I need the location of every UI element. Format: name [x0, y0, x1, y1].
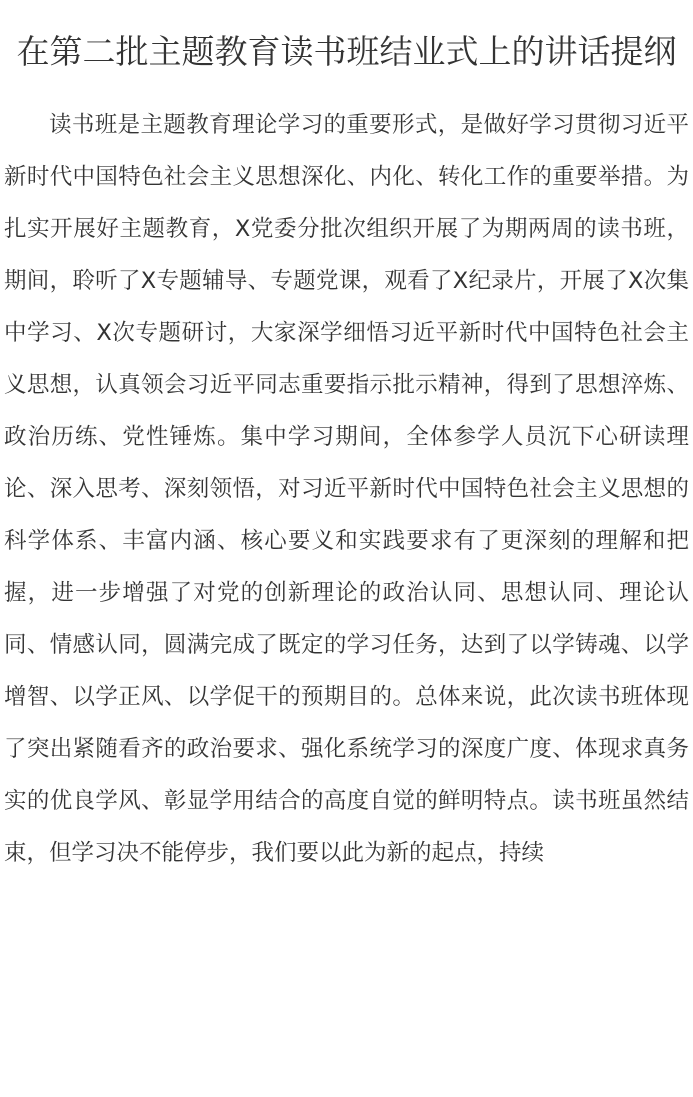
body-paragraph: 读书班是主题教育理论学习的重要形式，是做好学习贯彻习近平新时代中国特色社会主义思想深化、内化、转化工作的重要举措。为扎实开展好主题教育，X党委分批次组织开展了为期两周的读书班，期间，聆听了X专题辅导、专题党课，观看了X纪录片，开展了X次集中学习、X次专题研讨，大家深学细悟习近平新时代中国特色社会主义思想，认真领会习近平同志重要指示批示精神，得到了思想淬炼、政治历练、党性锤炼。集中学习期间，全体参学人员沉下心研读理论、深入思考、深刻领悟，对习近平新时代中国特色社会主义思想的科学体系、丰富内涵、核心要义和实践要求有了更深刻的理解和把握，进一步增强了对党的创新理论的政治认同、思想认同、理论认同、情感认同，圆满完成了既定的学习任务，达到了以学铸魂、以学增智、以学正风、以学促干的预期目的。总体来说，此次读书班体现了突出紧随看齐的政治要求、强化系统学习的深度广度、体现求真务实的优良学风、彰显学用结合的高度自觉的鲜明特点。读书班虽然结束，但学习决不能停步，我们要以此为新的起点，持续	[4, 112, 689, 866]
document-title: 在第二批主题教育读书班结业式上的讲话提纲	[16, 32, 677, 71]
